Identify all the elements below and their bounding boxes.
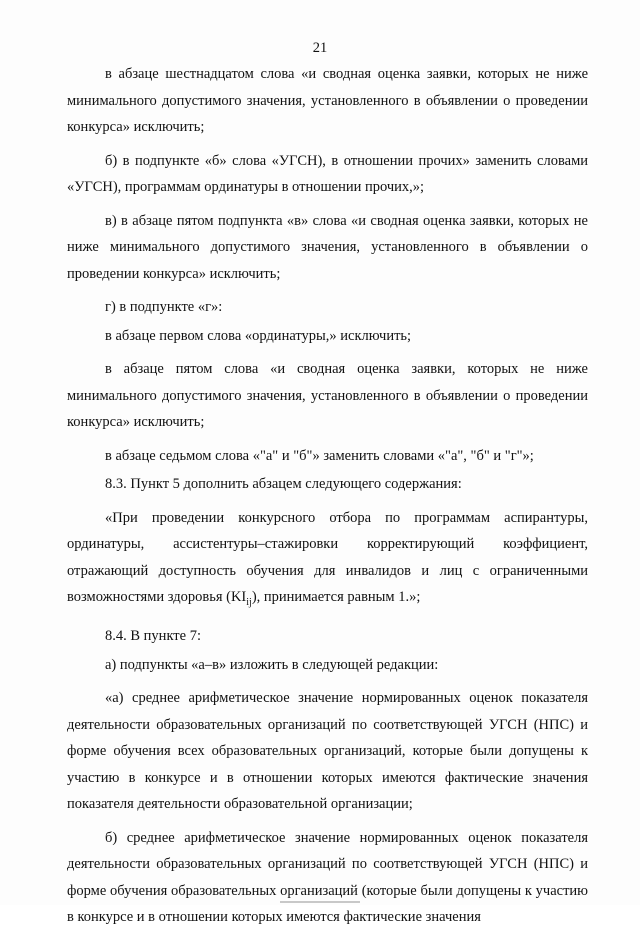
paragraph-9-tail: ), принимается равным 1.»; bbox=[251, 589, 421, 605]
document-body bbox=[67, 61, 588, 938]
paragraph-13: б) среднее арифметическое значение нормированных оценок показателя деятельности образовательных организаций по соответствующей УГСН (НПС) и форме обучения образовательных организаций (которые были допущены к участию в конкурсе и в отношении которых имеются фактические значения bbox=[67, 829, 588, 926]
paragraph-7: в абзаце седьмом слова «"а" и "б"» заменить словами «"а", "б" и "г"»; bbox=[105, 447, 534, 464]
paragraph-12: «а) среднее арифметическое значение нормированных оценок показателя деятельности образовательных организаций по соответствующей УГСН (НПС) и форме обучения всех образовательных организаций, которые были допущены к участию в конкурсе и в отношении которых имеются фактические значения показателя деятельности образовательной организации; bbox=[67, 690, 588, 813]
paragraph-11: а) подпункты «а–в» изложить в следующей редакции: bbox=[105, 656, 439, 673]
paragraph-8: 8.3. Пункт 5 дополнить абзацем следующего содержания: bbox=[105, 476, 462, 492]
page-number: 21 bbox=[312, 40, 328, 56]
paragraph-6: в абзаце пятом слова «и сводная оценка заявки, которых не ниже минимального допустимого значения, установленного в объявлении о проведении конкурса» исключить; bbox=[67, 361, 588, 430]
paragraph-9-text: «При проведении конкурсного отбора по программам аспирантуры, ординатуры, ассистентуры–стажировки корректирующий коэффициент, отражающий доступность обучения для инвалидов и лиц с ограниченными возможностями здоровья (KI bbox=[67, 509, 588, 605]
scan-edge-mark bbox=[280, 901, 360, 903]
paragraph-9 bbox=[67, 505, 588, 617]
paragraph-3: в) в абзаце пятом подпункта «в» слова «и сводная оценка заявки, которых не ниже минимального допустимого значения, установленного в объявлении о проведении конкурса» исключить; bbox=[67, 212, 588, 282]
paragraph-10: 8.4. В пункте 7: bbox=[105, 628, 201, 645]
paragraph-5: в абзаце первом слова «ординатуры,» исключить; bbox=[105, 327, 412, 344]
paragraph-1: в абзаце шестнадцатом слова «и сводная оценка заявки, которых не ниже минимального допустимого значения, установленного в объявлении о проведении конкурса» исключить; bbox=[67, 66, 588, 135]
coefficient-subscript: ij bbox=[246, 596, 252, 608]
paragraph-2: б) в подпункте «б» слова «УГСН), в отношении прочих» заменить словами «УГСН), программам ординатуры в отношении прочих,»; bbox=[67, 152, 588, 195]
paragraph-4: г) в подпункте «г»: bbox=[105, 299, 223, 315]
